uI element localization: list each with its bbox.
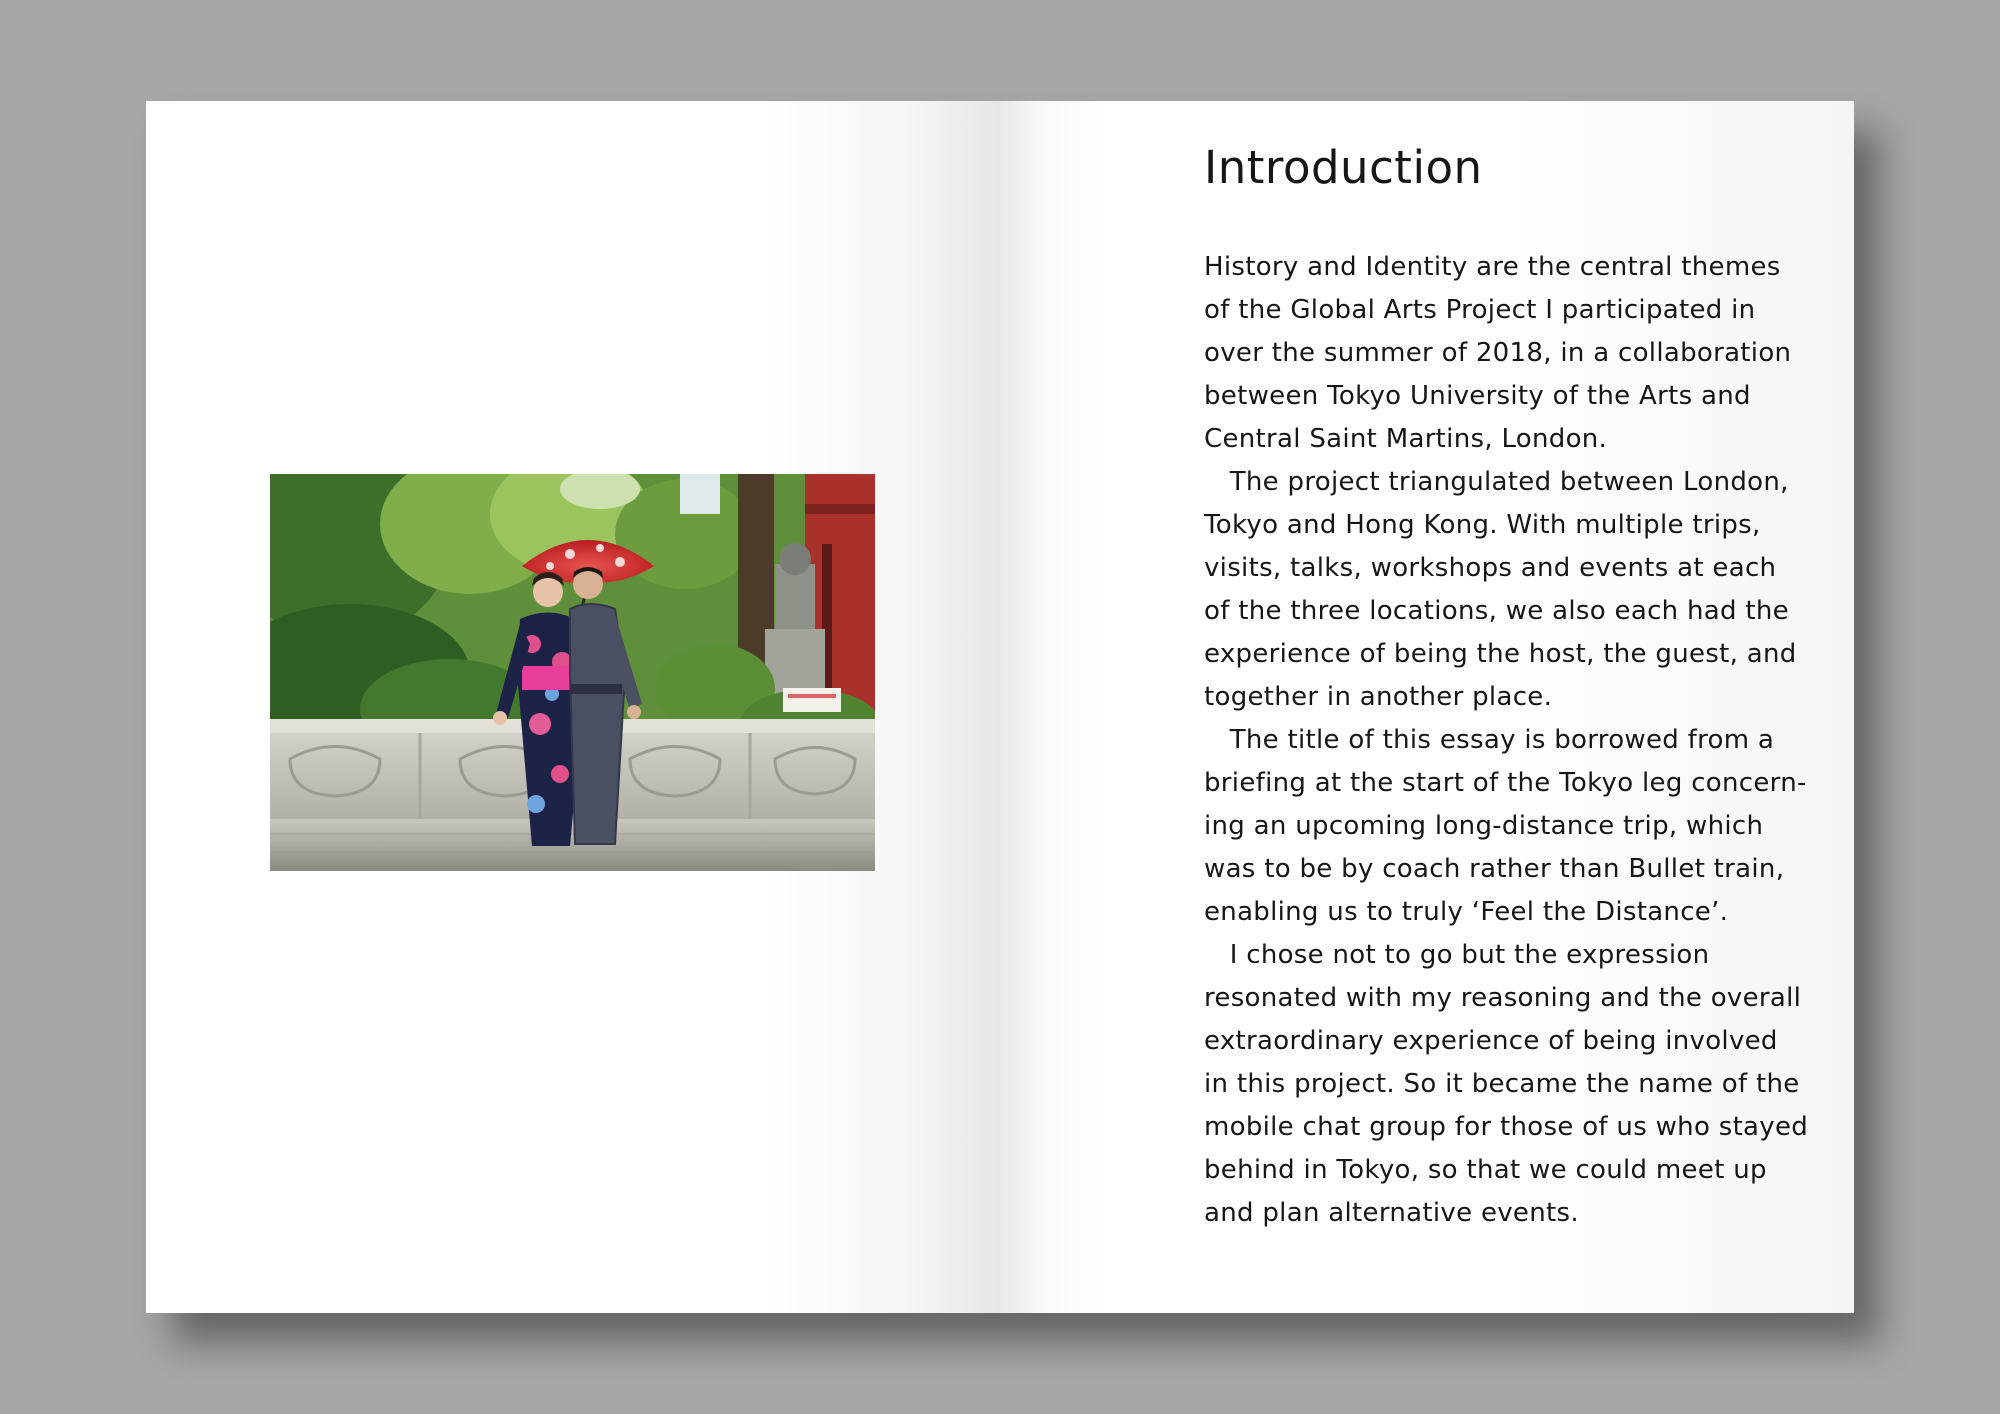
body-line: The project triangulated between London, (1204, 466, 1789, 497)
body-line: History and Identity are the central themes (1204, 251, 1781, 282)
page-heading: Introduction (1204, 141, 1483, 194)
body-line: enabling us to truly ‘Feel the Distance’. (1204, 896, 1729, 927)
body-line: behind in Tokyo, so that we could meet up (1204, 1154, 1767, 1185)
body-line: visits, talks, workshops and events at each (1204, 552, 1777, 583)
body-line: briefing at the start of the Tokyo leg concern- (1204, 767, 1807, 798)
body-line: of the Global Arts Project I participated in (1204, 294, 1756, 325)
body-line: of the three locations, we also each had the (1204, 595, 1789, 626)
body-line: ing an upcoming long-distance trip, which (1204, 810, 1764, 841)
body-line: was to be by coach rather than Bullet train, (1204, 853, 1785, 884)
photo-couple-yukata-parasol (270, 474, 875, 871)
body-line: over the summer of 2018, in a collaboration (1204, 337, 1792, 368)
body-line: Central Saint Martins, London. (1204, 423, 1608, 454)
book-spread (146, 101, 1854, 1313)
body-line: together in another place. (1204, 681, 1553, 712)
right-page (1000, 101, 1854, 1313)
body-line: extraordinary experience of being involved (1204, 1025, 1778, 1056)
body-text (1204, 246, 1844, 1235)
body-line: between Tokyo University of the Arts and (1204, 380, 1751, 411)
body-line: resonated with my reasoning and the overall (1204, 982, 1802, 1013)
left-page (146, 101, 1000, 1313)
body-line: in this project. So it became the name of the (1204, 1068, 1800, 1099)
intro-text-block (1204, 139, 1844, 1235)
body-line: and plan alternative events. (1204, 1197, 1579, 1228)
body-line: I chose not to go but the expression (1204, 939, 1710, 970)
body-line: experience of being the host, the guest, and (1204, 638, 1797, 669)
body-line: mobile chat group for those of us who stayed (1204, 1111, 1809, 1142)
body-line: The title of this essay is borrowed from a (1204, 724, 1775, 755)
body-line: Tokyo and Hong Kong. With multiple trips, (1204, 509, 1761, 540)
